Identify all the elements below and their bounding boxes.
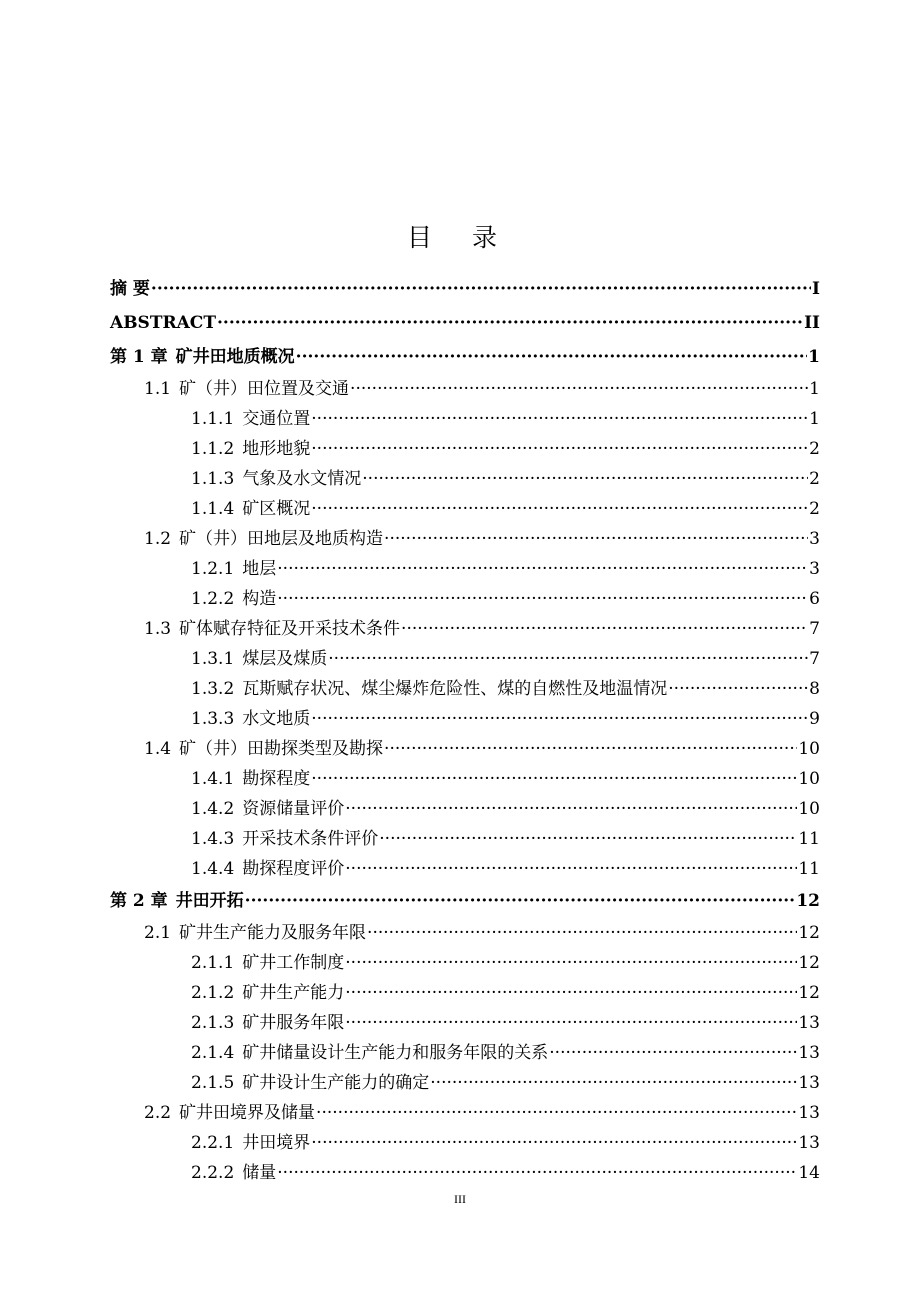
toc-entry-page: 12 <box>798 983 820 1003</box>
toc-entry-number: 2.1.5 <box>191 1073 235 1093</box>
dot-leader <box>277 554 808 584</box>
toc-entry-number: 2.1 <box>144 923 172 943</box>
toc-entry-label: 煤层及煤质 <box>242 649 328 669</box>
toc-entry[interactable] <box>110 374 820 404</box>
toc-entry-page: 7 <box>809 619 820 639</box>
toc-entry-label: 地形地貌 <box>242 439 311 459</box>
toc-entry-label: 开采技术条件评价 <box>242 829 379 849</box>
toc-entry[interactable] <box>110 704 820 734</box>
toc-entry-page: 9 <box>809 709 820 729</box>
toc-entry-label: 矿井服务年限 <box>242 1013 345 1033</box>
toc-entry-page: 2 <box>809 499 820 519</box>
toc-entry-label: 矿体赋存特征及开采技术条件 <box>179 619 401 639</box>
toc-entry-number: 2.1.4 <box>191 1043 235 1063</box>
toc-entry[interactable] <box>110 1038 820 1068</box>
toc-entry[interactable] <box>110 1068 820 1098</box>
toc-entry-number: 2.2 <box>144 1103 172 1123</box>
toc-entry-page: II <box>804 313 820 333</box>
toc-entry-page: 3 <box>809 559 820 579</box>
dot-leader <box>311 404 808 434</box>
toc-entry-label: 储量 <box>242 1163 277 1183</box>
toc-entry[interactable] <box>110 614 820 644</box>
toc-entry[interactable] <box>110 918 820 948</box>
toc-entry-label: 矿井生产能力 <box>242 983 345 1003</box>
dot-leader <box>668 674 808 704</box>
dot-leader <box>311 704 808 734</box>
toc-entry[interactable] <box>110 524 820 554</box>
toc-entry-label: 气象及水文情况 <box>242 469 362 489</box>
toc-entry-number: 2.1.2 <box>191 983 235 1003</box>
toc-entry-label: 勘探程度 <box>242 769 311 789</box>
toc-entry-page: 13 <box>798 1103 820 1123</box>
page-title: 目 录 <box>407 223 513 252</box>
toc-entry[interactable] <box>110 494 820 524</box>
toc-entry-page: 13 <box>798 1133 820 1153</box>
toc-entry-label: 瓦斯赋存状况、煤尘爆炸危险性、煤的自燃性及地温情况 <box>242 679 668 699</box>
toc-entry[interactable] <box>110 824 820 854</box>
dot-leader <box>316 1098 797 1128</box>
toc-entry-number: 1.1.3 <box>191 469 235 489</box>
toc-entry-label: 矿井田境界及储量 <box>179 1103 316 1123</box>
dot-leader <box>245 884 796 918</box>
toc-entry-number: 2.1.3 <box>191 1013 235 1033</box>
toc-entry[interactable] <box>110 340 820 374</box>
toc-entry-number: 1.1.1 <box>191 409 235 429</box>
toc-entry-label: 矿（井）田位置及交通 <box>179 379 350 399</box>
dot-leader <box>217 306 803 340</box>
toc-entry-label: 井田开拓 <box>175 891 244 911</box>
toc-entry-label: 构造 <box>242 589 277 609</box>
toc-entry-label: 交通位置 <box>242 409 311 429</box>
toc-entry[interactable] <box>110 948 820 978</box>
toc-entry-page: 12 <box>798 953 820 973</box>
toc-entry-page: 10 <box>798 769 820 789</box>
toc-entry-page: 1 <box>809 409 820 429</box>
dot-leader <box>362 464 808 494</box>
toc-entry-page: 10 <box>798 799 820 819</box>
toc-entry-label: 井田境界 <box>242 1133 311 1153</box>
toc-entry-page: 1 <box>809 379 820 399</box>
toc-entry-number: 1.4.3 <box>191 829 235 849</box>
toc-entry-label: 矿（井）田地层及地质构造 <box>179 529 384 549</box>
toc-entry-label: 水文地质 <box>242 709 311 729</box>
toc-entry-page: 13 <box>798 1043 820 1063</box>
toc-entry[interactable] <box>110 404 820 434</box>
dot-leader <box>430 1068 797 1098</box>
toc-entry-label: 矿井设计生产能力的确定 <box>242 1073 430 1093</box>
toc-entry-number: 1.3.1 <box>191 649 235 669</box>
dot-leader <box>345 854 797 884</box>
toc-entry[interactable] <box>110 734 820 764</box>
toc-entry[interactable] <box>110 1128 820 1158</box>
toc-entry-number: 1.2.2 <box>191 589 235 609</box>
toc-entry-label: 矿井工作制度 <box>242 953 345 973</box>
dot-leader <box>311 494 808 524</box>
toc-entry-page: 13 <box>798 1073 820 1093</box>
toc-entry[interactable] <box>110 434 820 464</box>
toc-entry-label: 矿（井）田勘探类型及勘探 <box>179 739 384 759</box>
toc-entry[interactable] <box>110 674 820 704</box>
toc-entry-page: 2 <box>809 469 820 489</box>
toc-entry[interactable] <box>110 764 820 794</box>
toc-entry[interactable] <box>110 584 820 614</box>
toc-entry-number: 1.2 <box>144 529 172 549</box>
toc-entry-label: 勘探程度评价 <box>242 859 345 879</box>
toc-entry-page: 6 <box>809 589 820 609</box>
toc-entry-number: 1.3 <box>144 619 172 639</box>
toc-entry[interactable] <box>110 794 820 824</box>
dot-leader <box>350 374 808 404</box>
toc-entry-number: 第 1 章 <box>110 347 168 367</box>
toc-entry-label: 矿井生产能力及服务年限 <box>179 923 367 943</box>
dot-leader <box>401 614 808 644</box>
toc-entry-number: 2.1.1 <box>191 953 235 973</box>
toc-entry-number: 1.1.4 <box>191 499 235 519</box>
toc-entry-number: 2.2.1 <box>191 1133 235 1153</box>
toc-entry-number: 1.1 <box>144 379 172 399</box>
dot-leader <box>345 948 797 978</box>
toc-entry-page: 2 <box>809 439 820 459</box>
toc-entry-number: 第 2 章 <box>110 891 168 911</box>
toc-entry-number: 1.3.2 <box>191 679 235 699</box>
toc-entry-label: 摘 要 <box>110 279 150 299</box>
toc-entry-label: 资源储量评价 <box>242 799 345 819</box>
toc-entry[interactable] <box>110 644 820 674</box>
dot-leader <box>345 978 797 1008</box>
toc-entry[interactable] <box>110 1098 820 1128</box>
toc-entry-label: ABSTRACT <box>110 313 216 333</box>
toc-entry-page: 13 <box>798 1013 820 1033</box>
toc-entry-label: 矿区概况 <box>242 499 311 519</box>
toc-entry-label: 矿井田地质概况 <box>175 347 295 367</box>
toc-entry-page: 11 <box>798 859 820 879</box>
toc-entry-page: 10 <box>798 739 820 759</box>
dot-leader <box>549 1038 797 1068</box>
toc-entry[interactable] <box>110 272 820 306</box>
toc-entry-page: 3 <box>809 529 820 549</box>
dot-leader <box>277 584 808 614</box>
toc-entry[interactable] <box>110 884 820 918</box>
dot-leader <box>328 644 808 674</box>
toc-entry-number: 1.4.1 <box>191 769 235 789</box>
toc-entry-label: 矿井储量设计生产能力和服务年限的关系 <box>242 1043 549 1063</box>
toc-entry-number: 2.2.2 <box>191 1163 235 1183</box>
dot-leader <box>367 918 797 948</box>
toc-entry[interactable] <box>110 554 820 584</box>
toc-entry[interactable] <box>110 1158 820 1188</box>
dot-leader <box>345 1008 797 1038</box>
dot-leader <box>384 524 808 554</box>
toc-entry-page: I <box>812 279 820 299</box>
toc-entry-label: 地层 <box>242 559 277 579</box>
dot-leader <box>345 794 797 824</box>
dot-leader <box>277 1158 797 1188</box>
toc-entry[interactable] <box>110 978 820 1008</box>
dot-leader <box>296 340 807 374</box>
toc-entry-page: 11 <box>798 829 820 849</box>
toc-entry-number: 1.1.2 <box>191 439 235 459</box>
toc-entry-number: 1.4 <box>144 739 172 759</box>
table-of-contents <box>110 272 820 1188</box>
toc-entry-page: 1 <box>808 347 820 367</box>
page-number-footer: III <box>454 1192 466 1206</box>
dot-leader <box>311 764 797 794</box>
toc-entry-page: 14 <box>798 1163 820 1183</box>
dot-leader <box>151 272 811 306</box>
toc-entry-number: 1.2.1 <box>191 559 235 579</box>
dot-leader <box>311 434 808 464</box>
toc-entry[interactable] <box>110 854 820 884</box>
toc-entry-page: 7 <box>809 649 820 669</box>
dot-leader <box>311 1128 797 1158</box>
toc-entry[interactable] <box>110 306 820 340</box>
toc-entry-page: 12 <box>796 891 820 911</box>
toc-entry-number: 1.4.2 <box>191 799 235 819</box>
toc-entry-page: 12 <box>798 923 820 943</box>
toc-entry[interactable] <box>110 1008 820 1038</box>
dot-leader <box>379 824 797 854</box>
dot-leader <box>384 734 797 764</box>
toc-entry[interactable] <box>110 464 820 494</box>
toc-entry-page: 8 <box>809 679 820 699</box>
toc-entry-number: 1.4.4 <box>191 859 235 879</box>
toc-entry-number: 1.3.3 <box>191 709 235 729</box>
